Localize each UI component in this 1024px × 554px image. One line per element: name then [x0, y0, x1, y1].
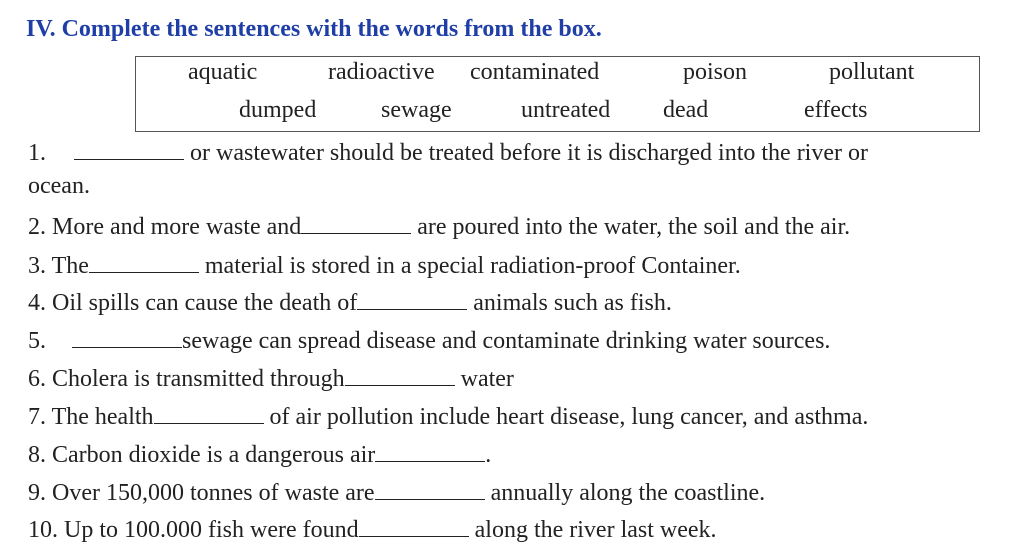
sentence-9	[28, 476, 765, 507]
sentence-after: of air pollution include heart disease, lung cancer, and asthma.	[269, 403, 869, 430]
sentence-before: The health	[51, 403, 154, 430]
sentence-before: More and more waste and	[52, 213, 302, 240]
sentence-after: annually along the coastline.	[490, 479, 766, 506]
word-dead: dead	[663, 97, 709, 123]
answer-blank[interactable]	[74, 136, 184, 160]
sentence-number: 2.	[28, 213, 46, 240]
sentence-after: sewage can spread disease and contaminate drinking water sources.	[182, 327, 831, 354]
word-effects: effects	[804, 97, 868, 123]
sentence-number: 8.	[28, 441, 46, 468]
sentence-4	[28, 286, 672, 317]
sentence-number: 3.	[28, 252, 46, 279]
sentence-number: 5.	[28, 327, 46, 354]
sentence-6	[28, 362, 514, 393]
sentence-before: Carbon dioxide is a dangerous air	[52, 441, 376, 468]
word-sewage: sewage	[381, 97, 452, 123]
sentence-after: along the river last week.	[474, 516, 717, 543]
sentence-before: Up to 100.000 fish were found	[64, 516, 359, 543]
sentence-7	[28, 400, 868, 431]
word-radioactive: radioactive	[328, 59, 435, 85]
answer-blank[interactable]	[301, 210, 411, 234]
sentence-5	[28, 324, 830, 355]
word-poison: poison	[683, 59, 748, 85]
sentence-3	[28, 249, 741, 280]
sentence-8	[28, 438, 491, 469]
word-untreated: untreated	[521, 97, 611, 123]
answer-blank[interactable]	[345, 362, 455, 386]
word-contaminated: contaminated	[470, 59, 600, 85]
sentence-after: material is stored in a special radiation-proof Container.	[204, 252, 741, 279]
answer-blank[interactable]	[154, 400, 264, 424]
sentence-number: 1.	[28, 139, 46, 166]
word-box	[135, 56, 980, 132]
sentence-before: The	[51, 252, 89, 279]
sentence-before: Cholera is transmitted through	[52, 365, 345, 392]
sentence-10	[28, 513, 717, 544]
word-aquatic: aquatic	[188, 59, 258, 85]
sentence-number: 7.	[28, 403, 46, 430]
answer-blank[interactable]	[359, 513, 469, 537]
sentence-number: 4.	[28, 289, 46, 316]
sentence-1-continuation: ocean.	[28, 173, 90, 199]
exercise-title: IV. Complete the sentences with the words from the box.	[26, 16, 602, 42]
sentence-number: 9.	[28, 479, 46, 506]
answer-blank[interactable]	[375, 438, 485, 462]
sentence-after: water	[460, 365, 514, 392]
answer-blank[interactable]	[89, 249, 199, 273]
sentence-after: are poured into the water, the soil and the air.	[417, 213, 851, 240]
sentence-number: 6.	[28, 365, 46, 392]
sentence-after: animals such as fish.	[473, 289, 672, 316]
sentence-before: Over 150,000 tonnes of waste are	[52, 479, 375, 506]
answer-blank[interactable]	[375, 476, 485, 500]
sentence-before: Oil spills can cause the death of	[52, 289, 358, 316]
sentence-1	[28, 136, 868, 167]
sentence-after: .	[485, 441, 492, 468]
word-dumped: dumped	[239, 97, 317, 123]
answer-blank[interactable]	[72, 324, 182, 348]
sentence-2	[28, 210, 850, 241]
sentence-after: or wastewater should be treated before it is discharged into the river or	[190, 139, 868, 166]
word-pollutant: pollutant	[829, 59, 915, 85]
answer-blank[interactable]	[357, 286, 467, 310]
sentence-number: 10.	[28, 516, 58, 543]
